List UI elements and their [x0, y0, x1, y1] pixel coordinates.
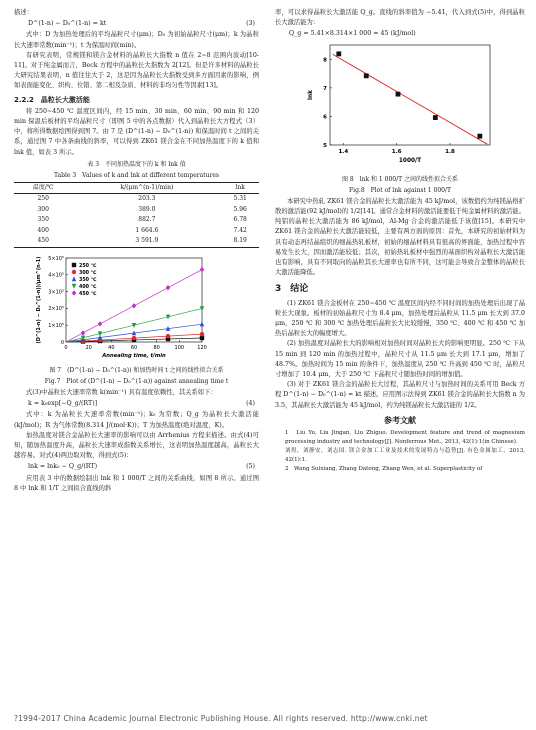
paragraph-symbols: 式中：D 为加热处理后的平均晶粒尺寸(μm)；D₀ 为初始晶粒尺寸(μm)；k 为晶粒长大速率常数(min⁻¹)；t 为保温时间(min)。 — [14, 31, 259, 49]
table-cell: 400 — [37, 226, 49, 234]
fig7-legend-label: 250 ℃ — [79, 263, 97, 269]
fig7-caption-en: Fig.7 Plot of (D^(1-n) − D₀^(1-n)) against annealing time t — [44, 378, 229, 386]
fig7-y-tick-label: 1×10⁵ — [48, 322, 64, 329]
table-cell: 6.78 — [233, 216, 247, 224]
fig7-data-point — [132, 336, 136, 340]
paragraph-k-temperature: 式(3)中晶粒长大速率常数 k(min⁻¹) 具有温度依赖性，其关系如下： — [25, 389, 217, 397]
fig8-y-tick-label: 7 — [323, 85, 327, 92]
table-cell: 5.31 — [233, 195, 247, 203]
fig7-y-tick-label: 4×10⁵ — [48, 272, 64, 279]
fig7-data-point — [200, 336, 204, 340]
fig7-legend-marker — [72, 270, 76, 274]
fig8-x-tick-label: 1.6 — [391, 148, 402, 155]
table-row — [14, 205, 259, 216]
fig7-caption-cn: 图 7 (D^(1-n) − D₀^(1-n)) 和加热时间 t 之间的线性拟合关系 — [49, 367, 224, 375]
fig7-legend-label: 300 ℃ — [79, 270, 97, 276]
equation-4-number: (4) — [246, 400, 255, 408]
equation-5 — [14, 462, 259, 472]
reference-2: 2 Wang Suixiang, Zhang Datong, Zhang Wen, et al. Superplasticity of — [285, 466, 483, 473]
fig8-data-point — [433, 115, 438, 120]
fig7-chart — [14, 252, 259, 360]
fig7-x-tick-label: 40 — [108, 344, 115, 351]
fig7-y-tick-label: 3×10⁵ — [48, 289, 64, 296]
conclusion-2: (2) 加热温度对晶粒长大的影响相对加热时间对晶粒长大的影响更明显。250 ℃ 下从 15 min 到 120 min 的加热过程中，晶粒尺寸从 11.5 μm 长大到 17.1 μm，增加了 48.7%。加热时间为 15 min 的条件下，加热温度从 250 ℃ 升高到 450 ℃ 时，晶粒尺寸增加了 10.4 μm，大于 250 ℃ 下晶粒尺寸随加热时间的增加值。 — [275, 340, 525, 379]
fig8-plot-frame — [330, 45, 490, 145]
paragraph-fig8-intro: 应用表 3 中的数据绘制出 lnk 和 1 000/T 之间的关系曲线，如图 8 所示。通过图 8 中 lnk 和 1/T 之间拟合直线的斜 — [14, 474, 259, 492]
fig7-data-point — [200, 332, 204, 336]
fig8-caption-en: Fig.8 Plot of lnk against 1 000/T — [349, 186, 451, 194]
fig7-y-axis-label: (D^(1-n) − D₀^(1-n))/μm^(n-1) — [36, 256, 42, 344]
table-cell: 450 — [37, 237, 49, 245]
left-column — [14, 8, 259, 494]
table-cell: 1 664.6 — [135, 226, 159, 234]
fig7-y-tick-label: 2×10⁵ — [48, 306, 64, 313]
fig7-y-tick-label: 5×10⁵ — [48, 255, 64, 262]
fig7-data-point — [200, 267, 204, 272]
table3 — [14, 182, 259, 248]
table-cell: 250 — [37, 195, 49, 203]
equation-3-number: (3) — [246, 20, 255, 28]
section-2-2-2-heading: 2.2.2 晶粒长大激活能 — [14, 95, 90, 104]
table-row — [14, 194, 259, 205]
describe-text: 描述： — [14, 9, 33, 16]
fig7-legend-label: 450 ℃ — [79, 291, 97, 297]
table-cell: 350 — [37, 216, 49, 224]
fig7-legend-marker — [72, 276, 76, 281]
paragraph-eq4-symbols: 式中：k 为晶粒长大速率常数(min⁻¹)；k₀ 为常数；Q_g 为晶粒长大激活能(kJ/mol)；R 为气体常数(8.314 J/(mol·K))；T 为加热温度(绝对温度，K)。 — [14, 411, 259, 429]
fig8-x-tick-label: 1.8 — [445, 148, 455, 155]
fig8-y-tick-label: 8 — [323, 56, 327, 63]
fig7-x-tick-label: 120 — [197, 344, 207, 351]
paragraph-arrhenius: 加热温度对镁合金晶粒长大速率的影响可以由 Arrhenius 方程来描述。由式(4)可知，随加热温度升高，晶粒长大速率成指数关系增长，这表明加热温度越高，晶粒长大越容易。对式(4)两边取对数，得到式(5)： — [14, 431, 259, 460]
fig7-data-point — [166, 334, 170, 338]
table3-header: 温度/℃ — [32, 183, 54, 191]
section-3-heading: 3 结论 — [275, 284, 309, 295]
fig7-legend-label: 350 ℃ — [79, 277, 97, 283]
fig8-data-point — [396, 91, 401, 96]
table3-title-cn: 表 3 不同加热温度下的 k 和 lnk 值 — [87, 160, 186, 168]
fig8-y-tick-label: 6 — [323, 114, 327, 121]
equation-3-text: D^(1-n) − D₀^(1-n) = kt — [28, 20, 107, 28]
paragraph-grain-growth-index: 有研究表明，常规镁和镁合金材料的晶粒长大指数 n 值在 2∼8 范围内波动[10-11]。对于纯金属而言，Beck 方程中的晶粒长大指数为 2[12]。但是许多材料的晶粒长大研究结果表明，n 值往往大于 2，这是因为晶粒长大指数受到多方面因素的影响，例如表面能变化、织构、位错、第二相及杂质、材料的非均匀性等因素[13]。 — [14, 51, 259, 90]
table-cell: 203.3 — [138, 195, 156, 203]
table-cell: 3 591.9 — [135, 237, 159, 245]
fig8-y-axis-label: lnk — [308, 89, 314, 100]
reference-1-cn: 刘煜，刘静安，刘志国. 镁合金加工工业及技术的发展特点与趋势[J]. 有色金属加工，2013, 42(1):1. — [285, 448, 525, 464]
fig8-chart — [275, 41, 525, 169]
fig7-x-axis-label: Annealing time, t/min — [102, 352, 166, 359]
fig8-data-point — [336, 51, 341, 56]
table-cell: 389.0 — [138, 205, 156, 213]
table-cell: 7.42 — [233, 226, 247, 234]
equation-4 — [14, 399, 259, 409]
paragraph-fig7-intro: 将 250∼450 ℃ 温度区间内，经 15 min、30 min、60 min、90 min 和 120 min 保温后板材的平均晶粒尺寸（即图 5 中的各点数据）代入到晶粒长大方程式（3）中，将所得数据绘图得到图 7。由 7 是 (D^(1-n) − D₀^(1-n)) 和保温时间 t 之间的关系，通过图 7 中各条曲线的斜率，可以得到 ZK61 镁合金在不同加热温度下的 k 值和 lnk 值，如表 3 所示。 — [14, 107, 259, 156]
fig7-x-tick-label: 100 — [174, 344, 185, 351]
fig7-data-point — [166, 285, 170, 290]
table3-header: k/(μm^(n-1)/min) — [120, 183, 174, 191]
fig8-data-point — [364, 73, 369, 78]
table-cell: 8.19 — [233, 237, 247, 245]
fig7-legend-marker — [72, 290, 76, 295]
paragraph-slope: 率，可以求得晶粒长大激活能 Q_g。直线的斜率值为 −5.41，代入到式(5)中，得到晶粒长大激活能为： — [275, 9, 525, 27]
equation-qg — [275, 29, 525, 39]
fig7-x-tick-label: 60 — [130, 344, 138, 351]
fig8-data-point — [477, 133, 482, 138]
table-cell: 5.96 — [233, 205, 247, 213]
fig7-legend-label: 400 ℃ — [79, 284, 97, 290]
equation-5-number: (5) — [246, 463, 255, 471]
reference-1: 1 Liu Yu, Liu Jingan, Liu Zhiguo. Development feature and trend of magnesium processing industry and technology[J]. Nonferrous Met., 2013, 42(1):1(in Chinese). — [285, 430, 525, 446]
fig8-fit-line — [333, 54, 488, 144]
fig7-y-tick-label: 0 — [60, 339, 64, 346]
fig8-x-axis-label: 1000/T — [398, 157, 422, 164]
fig7-legend-marker — [72, 263, 76, 267]
table3-title-en: Table 3 Values of k and lnk at different temperatures — [54, 171, 219, 179]
fig8-x-tick-label: 1.4 — [338, 148, 349, 155]
fig7-x-tick-label: 0 — [64, 344, 68, 351]
right-column — [275, 8, 525, 474]
fig7-x-tick-label: 20 — [85, 344, 92, 351]
paragraph-activation-energy: 本研究中热轧 ZK61 镁合金的晶粒长大激活能为 45 kJ/mol，该数值约为纯镁晶格扩散的激活能(92 kJ/mol)的 1/2[14]。通常合金材料的激活能要低于纯金属材料的激活能。纯铝的晶粒长大激活能为 86 kJ/mol，Al-Mg 合金的激活能低于该值[15]。本研究中 ZK61 镁合金的晶粒长大激活能较低，主要有两方面的原因：首先，本研究的初始材料为具有动态再结晶组织的细晶热轧板材，初始的细晶材料具有很高的界面能，加热过程中容易发生长大，因而激活能较低；其次，初始热轧板材中强烈的基面织构对晶粒长大激活能也有影响，具有不同取向的晶粒其长大速率也有所不同，这可能会导致合金整体的晶粒长大激活能降低。 — [275, 197, 525, 277]
table-row — [14, 215, 259, 226]
fig7-data-point — [132, 303, 136, 308]
table-row — [14, 226, 259, 237]
fig7-legend-marker — [72, 284, 76, 289]
conclusion-1: (1) ZK61 镁合金板材在 250∼450 ℃ 温度区间内经不同时间的加热处理后出现了晶粒长大现象。板材的初始晶粒尺寸为 8.4 μm，加热处理后晶粒从 11.5 μm 长大到 37.0 μm，250 ℃ 和 300 ℃ 加热处理后晶粒长大比较缓慢，350 ℃、400 ℃ 和 450 ℃ 加热后晶粒长大的幅度增大。 — [275, 299, 525, 338]
equation-3 — [14, 19, 259, 29]
table-cell: 882.7 — [138, 216, 156, 224]
equation-qg-text: Q_g = 5.41×8.314×1 000 = 45 (kJ/mol) — [289, 30, 416, 38]
table-row — [14, 236, 259, 247]
fig7-data-point — [200, 321, 204, 326]
page-footer: ?1994-2017 China Academic Journal Electronic Publishing House. All rights reserved. http://www.cnki.net — [14, 714, 428, 723]
fig7-data-point — [81, 330, 85, 335]
fig7-data-point — [98, 321, 102, 326]
conclusion-3: (3) 对于 ZK61 镁合金的晶粒长大过程，其晶粒尺寸与加热时间的关系可用 Beck 方程 D^(1-n) − D₀^(1-n) = kt 描述。应用图示法得到 ZK61 镁合金的晶粒长大指数 n 为 3.5，其晶粒长大激活能为 45 kJ/mol，约为纯镁晶粒长大激活能的 1/2。 — [275, 381, 525, 409]
fig8-y-tick-label: 5 — [323, 142, 327, 149]
equation-5-text: lnk = lnk₀ − Q_g/(RT) — [28, 463, 98, 471]
table-cell: 300 — [37, 205, 49, 213]
references-heading: 参考文献 — [384, 415, 416, 425]
table3-header: lnk — [235, 183, 245, 191]
fig8-caption-cn: 图 8 lnk 和 1 000/T 之间的线性拟合关系 — [341, 175, 459, 183]
equation-4-text: k = k₀exp[−Q_g/(RT)] — [28, 400, 98, 408]
fig7-x-tick-label: 80 — [153, 344, 160, 351]
